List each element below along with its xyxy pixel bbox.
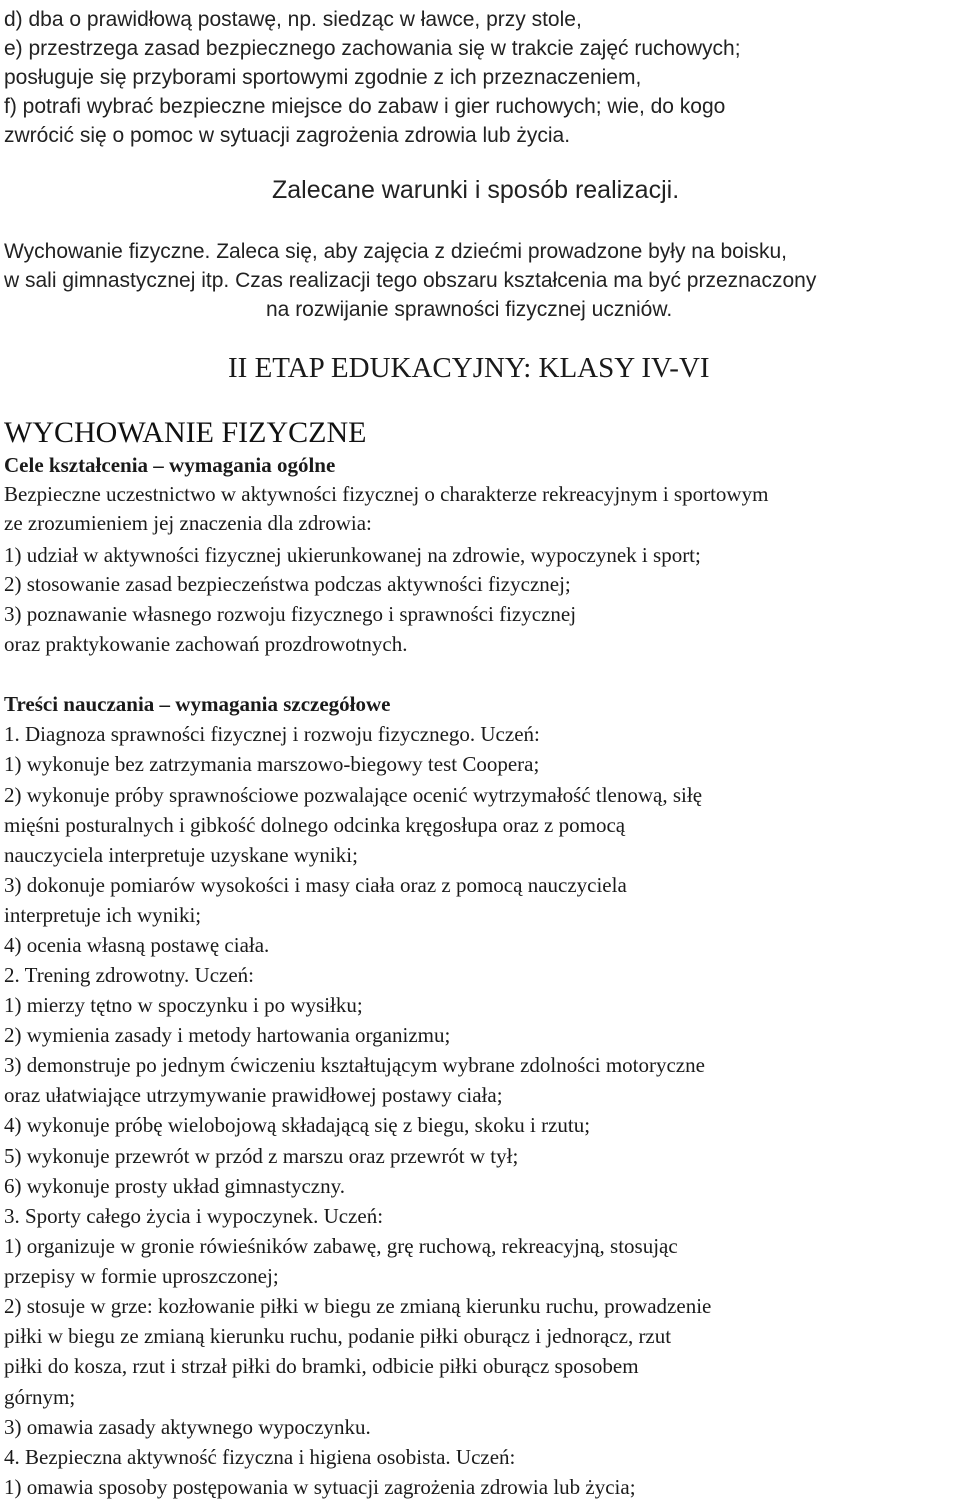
content-line: 1) wykonuje bez zatrzymania marszowo-biegowy test Coopera; [4,752,540,776]
content-line: 3) demonstruje po jednym ćwiczeniu kształtującym wybrane zdolności motoryczne [4,1053,705,1077]
goals-line: 2) stosowanie zasad bezpieczeństwa podczas aktywności fizycznej; [4,572,571,596]
content-line: interpretuje ich wyniki; [4,903,202,927]
content-line: przepisy w formie uproszczonej; [4,1264,279,1288]
content-line: 2) wykonuje próby sprawnościowe pozwalające ocenić wytrzymałość tlenową, siłę [4,783,703,807]
goals-line: Bezpieczne uczestnictwo w aktywności fizycznej o charakterze rekreacyjnym i sportowym [4,482,769,506]
content-line: 3) dokonuje pomiarów wysokości i masy ciała oraz z pomocą nauczyciela [4,873,627,897]
goals-line: 1) udział w aktywności fizycznej ukierunkowanej na zdrowie, wypoczynek i sport; [4,543,701,567]
goals-line: oraz praktykowanie zachowań prozdrowotnych. [4,632,408,656]
content-line: 5) wykonuje przewrót w przód z marszu oraz przewrót w tył; [4,1144,519,1168]
content-line: 1. Diagnoza sprawności fizycznej i rozwoju fizycznego. Uczeń: [4,722,540,746]
content-line: mięśni posturalnych i gibkość dolnego odcinka kręgosłupa oraz z pomocą [4,813,626,837]
list-item: posługuje się przyborami sportowymi zgodnie z ich przeznaczeniem, [4,66,642,89]
content-line: 2) stosuje w grze: kozłowanie piłki w biegu ze zmianą kierunku ruchu, prowadzenie [4,1294,712,1318]
content-line: 6) wykonuje prosty układ gimnastyczny. [4,1174,345,1198]
content-line: 3) omawia zasady aktywnego wypoczynku. [4,1415,371,1439]
content-line: oraz ułatwiające utrzymywanie prawidłowej postawy ciała; [4,1083,503,1107]
list-item: e) przestrzega zasad bezpiecznego zachowania się w trakcie zajęć ruchowych; [4,37,741,60]
goals-line: 3) poznawanie własnego rozwoju fizycznego i sprawności fizycznej [4,602,577,626]
subject-heading: WYCHOWANIE FIZYCZNE [4,416,367,449]
content-line: 4. Bezpieczna aktywność fizyczna i higiena osobista. Uczeń: [4,1445,516,1469]
conditions-line: Wychowanie fizyczne. Zaleca się, aby zajęcia z dziećmi prowadzone były na boisku, [4,240,788,263]
list-item: zwrócić się o pomoc w sytuacji zagrożenia zdrowia lub życia. [4,124,571,147]
stage-heading: II ETAP EDUKACYJNY: KLASY IV-VI [228,352,710,384]
conditions-heading: Zalecane warunki i sposób realizacji. [272,176,680,204]
conditions-line: na rozwijanie sprawności fizycznej uczniów. [266,298,673,321]
content-line: 2. Trening zdrowotny. Uczeń: [4,963,255,987]
content-line: 1) organizuje w gronie rówieśników zabawę, grę ruchową, rekreacyjną, stosując [4,1234,678,1258]
content-line: 1) mierzy tętno w spoczynku i po wysiłku; [4,993,363,1017]
goals-heading: Cele kształcenia – wymagania ogólne [4,453,336,477]
content-line: 2) wymienia zasady i metody hartowania organizmu; [4,1023,451,1047]
content-line: 4) wykonuje próbę wielobojową składającą się z biegu, skoku i rzutu; [4,1113,591,1137]
content-line: piłki do kosza, rzut i strzał piłki do bramki, odbicie piłki oburącz sposobem [4,1354,639,1378]
content-line: 4) ocenia własną postawę ciała. [4,933,270,957]
list-item: d) dba o prawidłową postawę, np. siedząc w ławce, przy stole, [4,8,582,31]
goals-line: ze zrozumieniem jej znaczenia dla zdrowia: [4,511,372,535]
content-line: 1) omawia sposoby postępowania w sytuacji zagrożenia zdrowia lub życia; [4,1475,636,1499]
content-line: nauczyciela interpretuje uzyskane wyniki; [4,843,358,867]
content-line: piłki w biegu ze zmianą kierunku ruchu, podanie piłki oburącz i jednorącz, rzut [4,1324,672,1348]
conditions-line: w sali gimnastycznej itp. Czas realizacji tego obszaru kształcenia ma być przeznaczony [4,269,817,292]
content-line: 3. Sporty całego życia i wypoczynek. Uczeń: [4,1204,384,1228]
list-item: f) potrafi wybrać bezpieczne miejsce do zabaw i gier ruchowych; wie, do kogo [4,95,726,118]
content-heading: Treści nauczania – wymagania szczegółowe [4,692,391,716]
content-line: górnym; [4,1385,76,1409]
